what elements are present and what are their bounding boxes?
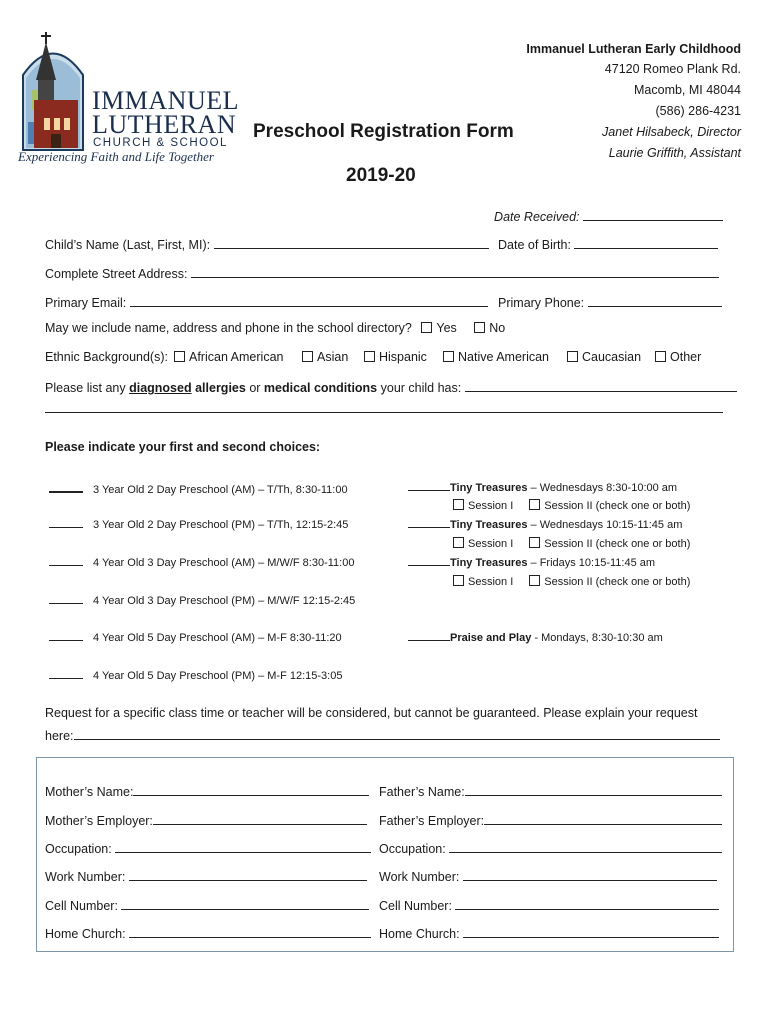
ethnic-label: Ethnic Background(s):: [45, 350, 168, 364]
checkbox-icon[interactable]: [174, 351, 185, 362]
program-detail: - Mondays, 8:30-10:30 am: [534, 632, 663, 644]
logo-line1: IMMANUEL: [92, 86, 239, 115]
ethnic-option[interactable]: [567, 350, 641, 364]
checkbox-icon[interactable]: [421, 322, 432, 333]
email-field[interactable]: [130, 294, 488, 307]
school-director: Janet Hilsabeck, Director: [602, 125, 741, 139]
session-row: [453, 575, 690, 588]
program-detail: – Fridays 10:15-11:45 am: [530, 557, 656, 569]
form-title: Preschool Registration Form: [253, 121, 514, 142]
school-assistant: Laurie Griffith, Assistant: [608, 146, 741, 160]
choice-blank[interactable]: [49, 481, 83, 493]
allergy-allergies: allergies: [195, 381, 246, 395]
program-label: 4 Year Old 3 Day Preschool (AM) – M/W/F 8:30-11:00: [93, 557, 355, 569]
checkbox-icon[interactable]: [453, 575, 464, 586]
program-detail: – Wednesdays 8:30-10:00 am: [530, 482, 678, 494]
child-name-label: Child’s Name (Last, First, MI):: [45, 238, 211, 252]
father-work-row: [379, 868, 717, 884]
choice-blank[interactable]: [49, 517, 83, 528]
program-right-4: [408, 630, 663, 644]
school-city: Macomb, MI 48044: [634, 83, 741, 97]
session2-label: Session II (check one or both): [544, 576, 691, 588]
choice-blank[interactable]: [408, 480, 450, 491]
program-right-1: [408, 480, 677, 494]
date-received-field[interactable]: [583, 208, 723, 221]
mother-cell-row: [45, 897, 369, 913]
ethnic-option-label: Asian: [317, 350, 349, 364]
ethnic-option-label: Other: [670, 350, 702, 364]
program-label: 4 Year Old 5 Day Preschool (PM) – M-F 12:15-3:05: [93, 670, 343, 682]
dob-row: [498, 236, 718, 252]
program-right-2: [408, 517, 682, 531]
phone-field[interactable]: [588, 294, 722, 307]
father-occupation-row: [379, 840, 722, 856]
checkbox-icon[interactable]: [567, 351, 578, 362]
choice-blank[interactable]: [408, 630, 450, 641]
checkbox-icon[interactable]: [453, 537, 464, 548]
father-employer-row: [379, 812, 722, 828]
mother-church-row: [45, 925, 371, 941]
child-name-field[interactable]: [214, 236, 489, 249]
occupation-label: Occupation:: [45, 842, 112, 856]
program-name: Tiny Treasures: [450, 557, 528, 569]
street-row: [45, 265, 719, 281]
father-name-field[interactable]: [465, 783, 722, 796]
logo-tagline: Experiencing Faith and Life Together: [18, 149, 214, 164]
checkbox-icon[interactable]: [529, 575, 540, 586]
email-row: [45, 294, 488, 310]
choice-blank[interactable]: [408, 517, 450, 528]
program-left-5: [49, 630, 342, 644]
father-cell-field[interactable]: [455, 897, 719, 910]
ethnic-option-label: African American: [189, 350, 284, 364]
session2-label: Session II (check one or both): [544, 538, 691, 550]
program-name: Tiny Treasures: [450, 519, 528, 531]
child-name-row: [45, 236, 489, 252]
program-label: 3 Year Old 2 Day Preschool (PM) – T/Th, 12:15-2:45: [93, 519, 349, 531]
program-name: Praise and Play: [450, 632, 532, 644]
mother-name-field[interactable]: [133, 783, 369, 796]
mother-name-label: Mother’s Name:: [45, 785, 134, 799]
father-church-field[interactable]: [463, 925, 719, 938]
cell-label: Cell Number:: [379, 899, 452, 913]
mother-employer-field[interactable]: [153, 812, 367, 825]
session-row: [453, 537, 690, 550]
allergy-row: [45, 379, 737, 395]
school-phone: (586) 286-4231: [655, 104, 741, 118]
program-detail: – Wednesdays 10:15-11:45 am: [530, 519, 683, 531]
school-street: 47120 Romeo Plank Rd.: [604, 62, 741, 76]
choice-blank[interactable]: [49, 555, 83, 566]
choice-blank[interactable]: [49, 593, 83, 604]
allergy-field[interactable]: [465, 379, 737, 392]
program-name: Tiny Treasures: [450, 482, 528, 494]
session-row: [453, 499, 690, 512]
mother-cell-field[interactable]: [121, 897, 369, 910]
work-label: Work Number:: [45, 870, 126, 884]
program-right-3: [408, 555, 655, 569]
directory-row: [45, 321, 505, 335]
dob-label: Date of Birth:: [498, 238, 571, 252]
father-employer-field[interactable]: [484, 812, 722, 825]
session1-label: Session I: [468, 500, 514, 512]
occupation-label: Occupation:: [379, 842, 446, 856]
allergy-text: Please list any: [45, 381, 126, 395]
form-year: 2019-20: [346, 165, 416, 186]
mother-church-field[interactable]: [129, 925, 371, 938]
ethnic-option[interactable]: [655, 350, 701, 364]
father-name-row: [379, 783, 722, 799]
allergy-field-line2[interactable]: [45, 400, 723, 413]
ethnic-option-label: Native American: [458, 350, 550, 364]
checkbox-icon[interactable]: [443, 351, 454, 362]
directory-no[interactable]: [474, 321, 505, 335]
allergy-medical: medical conditions: [263, 381, 378, 395]
program-left-4: [49, 593, 355, 607]
father-occupation-field[interactable]: [449, 840, 722, 853]
mother-name-row: [45, 783, 369, 799]
father-church-row: [379, 925, 719, 941]
ethnic-option[interactable]: [443, 350, 549, 364]
checkbox-icon[interactable]: [302, 351, 313, 362]
mother-occupation-field[interactable]: [115, 840, 371, 853]
father-cell-row: [379, 897, 719, 913]
school-name: Immanuel Lutheran Early Childhood: [526, 42, 741, 56]
checkbox-icon[interactable]: [474, 322, 485, 333]
father-employer-label: Father’s Employer:: [379, 814, 485, 828]
phone-label: Primary Phone:: [498, 296, 585, 310]
father-work-field[interactable]: [463, 868, 717, 881]
logo-line2: LUTHERAN: [92, 110, 237, 139]
yes-label: Yes: [436, 321, 457, 335]
email-label: Primary Email:: [45, 296, 127, 310]
request-here: here:: [45, 729, 74, 743]
program-left-1: [49, 481, 348, 496]
program-label: 4 Year Old 5 Day Preschool (AM) – M-F 8:30-11:20: [93, 632, 342, 644]
program-left-2: [49, 517, 348, 531]
request-field[interactable]: [74, 727, 720, 740]
ethnic-option[interactable]: [364, 350, 427, 364]
ethnic-option[interactable]: [174, 350, 283, 364]
directory-question: May we include name, address and phone in the school directory?: [45, 321, 412, 335]
allergy-post: your child has:: [380, 381, 462, 395]
street-label: Complete Street Address:: [45, 267, 188, 281]
mother-work-field[interactable]: [129, 868, 367, 881]
program-label: 3 Year Old 2 Day Preschool (AM) – T/Th, 8:30-11:00: [93, 484, 348, 496]
checkbox-icon[interactable]: [529, 499, 540, 510]
dob-field[interactable]: [574, 236, 718, 249]
checkbox-icon[interactable]: [529, 537, 540, 548]
mother-occupation-row: [45, 840, 371, 856]
mother-work-row: [45, 868, 367, 884]
allergy-diagnosed: diagnosed: [129, 381, 192, 395]
ethnic-option-label: Hispanic: [379, 350, 427, 364]
request-row: [45, 727, 720, 743]
date-received-row: [494, 208, 723, 224]
cell-label: Cell Number:: [45, 899, 118, 913]
program-left-6: [49, 668, 342, 682]
phone-row: [498, 294, 722, 310]
mother-employer-label: Mother’s Employer:: [45, 814, 153, 828]
work-label: Work Number:: [379, 870, 460, 884]
directory-yes[interactable]: [421, 321, 456, 335]
mother-employer-row: [45, 812, 367, 828]
logo-line3: CHURCH & SCHOOL: [93, 137, 228, 149]
program-left-3: [49, 555, 354, 569]
choice-blank[interactable]: [49, 630, 83, 641]
ethnic-option-label: Caucasian: [582, 350, 642, 364]
choice-blank[interactable]: [408, 555, 450, 566]
request-text: Request for a specific class time or teacher will be considered, but cannot be guaranteed. Please explain your request: [45, 706, 698, 720]
ethnic-option[interactable]: [302, 350, 348, 364]
church-window-icon: [18, 30, 88, 152]
church-label: Home Church:: [45, 927, 126, 941]
checkbox-icon[interactable]: [655, 351, 666, 362]
session1-label: Session I: [468, 538, 514, 550]
no-label: No: [489, 321, 506, 335]
church-label: Home Church:: [379, 927, 460, 941]
father-name-label: Father’s Name:: [379, 785, 465, 799]
church-logo: [18, 30, 239, 165]
checkbox-icon[interactable]: [364, 351, 375, 362]
program-label: 4 Year Old 3 Day Preschool (PM) – M/W/F 12:15-2:45: [93, 595, 356, 607]
street-field[interactable]: [191, 265, 719, 278]
choice-blank[interactable]: [49, 668, 83, 679]
checkbox-icon[interactable]: [453, 499, 464, 510]
session1-label: Session I: [468, 576, 514, 588]
session2-label: Session II (check one or both): [544, 500, 691, 512]
date-received-label: Date Received:: [494, 210, 580, 224]
allergy-or: or: [249, 381, 261, 395]
choices-heading: Please indicate your first and second choices:: [45, 440, 321, 454]
